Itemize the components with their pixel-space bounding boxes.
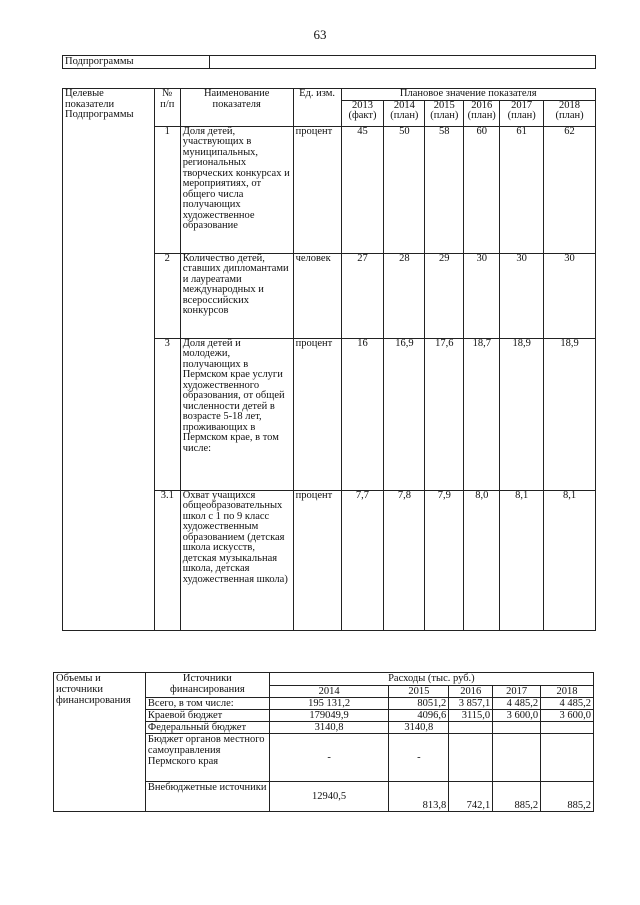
row-value: 7,7: [341, 490, 384, 630]
row-value: 18,9: [544, 338, 596, 490]
expense-value: -: [269, 734, 389, 782]
expense-value: [449, 734, 493, 782]
year-header: 2017: [493, 686, 541, 698]
year-header: 2018: [541, 686, 594, 698]
col-unit-header: Ед. изм.: [293, 89, 341, 127]
expense-value: 179049,9: [269, 710, 389, 722]
expense-value: 3140,8: [389, 722, 449, 734]
subprograms-label: Подпрограммы: [63, 56, 210, 69]
subprograms-value: [210, 56, 596, 69]
expense-value: 3 857,1: [449, 698, 493, 710]
row-value: 45: [341, 126, 384, 253]
row-value: 16,9: [384, 338, 425, 490]
year-header: 2013 (факт): [341, 100, 384, 126]
expense-value: [541, 722, 594, 734]
expense-value: 3 600,0: [541, 710, 594, 722]
row-value: 30: [464, 253, 500, 338]
row-value: 30: [500, 253, 544, 338]
row-unit: процент: [293, 490, 341, 630]
row-value: 62: [544, 126, 596, 253]
year-header: 2015 (план): [425, 100, 464, 126]
row-value: 16: [341, 338, 384, 490]
row-value: 7,9: [425, 490, 464, 630]
source-name: Федеральный бюджет: [145, 722, 269, 734]
expense-value: 4 485,2: [541, 698, 594, 710]
row-name: Доля детей, участвующих в муниципальных, региональных творческих конкурсах и мероприятиях, от общего числа получающих художественное образование: [180, 126, 293, 253]
col-name-header: Наименование показателя: [180, 89, 293, 127]
year-header: 2014 (план): [384, 100, 425, 126]
financing-table: [53, 672, 594, 812]
expense-value: [449, 722, 493, 734]
col-plan-header: Плановое значение показателя: [341, 89, 595, 101]
row-value: 50: [384, 126, 425, 253]
page-number: 63: [313, 27, 327, 42]
source-name: Краевой бюджет: [145, 710, 269, 722]
row-value: 8,0: [464, 490, 500, 630]
year-header: 2016 (план): [464, 100, 500, 126]
row-num: 1: [154, 126, 180, 253]
expense-value: 3 600,0: [493, 710, 541, 722]
col-sources-header: Источники финансирования: [145, 673, 269, 698]
row-unit: человек: [293, 253, 341, 338]
col-num-header: № п/п: [154, 89, 180, 127]
row-value: 7,8: [384, 490, 425, 630]
row-value: 18,9: [500, 338, 544, 490]
row-num: 3: [154, 338, 180, 490]
expense-value: 4 485,2: [493, 698, 541, 710]
row-unit: процент: [293, 338, 341, 490]
source-name: Бюджет органов местного самоуправления Пермского края: [145, 734, 269, 782]
year-header: 2017 (план): [500, 100, 544, 126]
row-value: 8,1: [500, 490, 544, 630]
expense-value: 885,2: [541, 782, 594, 812]
row-value: 18,7: [464, 338, 500, 490]
row-num: 2: [154, 253, 180, 338]
row-value: 60: [464, 126, 500, 253]
source-name: Внебюджетные источники: [145, 782, 269, 812]
financing-section-label: Объемы и источники финансирования: [54, 673, 146, 812]
row-value: 27: [341, 253, 384, 338]
expense-value: 195 131,2: [269, 698, 389, 710]
year-header: 2015: [389, 686, 449, 698]
expense-value: 4096,6: [389, 710, 449, 722]
row-value: 30: [544, 253, 596, 338]
row-unit: процент: [293, 126, 341, 253]
expense-value: 3140,8: [269, 722, 389, 734]
expense-value: 3115,0: [449, 710, 493, 722]
row-num: 3.1: [154, 490, 180, 630]
row-name: Доля детей и молодежи, получающих в Пермском крае услуги художественного образования, от общей численности детей в возрасте 5-18 лет, проживающих в Пермском крае, в том числе:: [180, 338, 293, 490]
year-header: 2014: [269, 686, 389, 698]
subprograms-table: [62, 55, 596, 69]
expense-value: 8051,2: [389, 698, 449, 710]
expense-value: -: [389, 734, 449, 782]
expense-value: 12940,5: [269, 782, 389, 812]
row-value: 61: [500, 126, 544, 253]
expense-value: 813,8: [389, 782, 449, 812]
row-name: Количество детей, ставших дипломантами и лауреатами международных и всероссийских конкурсов: [180, 253, 293, 338]
expense-value: 742,1: [449, 782, 493, 812]
year-header: 2018 (план): [544, 100, 596, 126]
row-value: 58: [425, 126, 464, 253]
indicators-table: [62, 88, 596, 631]
source-name: Всего, в том числе:: [145, 698, 269, 710]
indicators-section-label: Целевые показатели Подпрограммы: [63, 89, 155, 631]
year-header: 2016: [449, 686, 493, 698]
col-expenses-header: Расходы (тыс. руб.): [269, 673, 593, 686]
row-value: 17,6: [425, 338, 464, 490]
row-value: 8,1: [544, 490, 596, 630]
expense-value: [493, 734, 541, 782]
row-value: 29: [425, 253, 464, 338]
expense-value: [541, 734, 594, 782]
row-name: Охват учащихся общеобразовательных школ с 1 по 9 класс художественным образованием (детская школа искусств, детская музыкальная школа, детская художественная школа): [180, 490, 293, 630]
expense-value: 885,2: [493, 782, 541, 812]
row-value: 28: [384, 253, 425, 338]
expense-value: [493, 722, 541, 734]
